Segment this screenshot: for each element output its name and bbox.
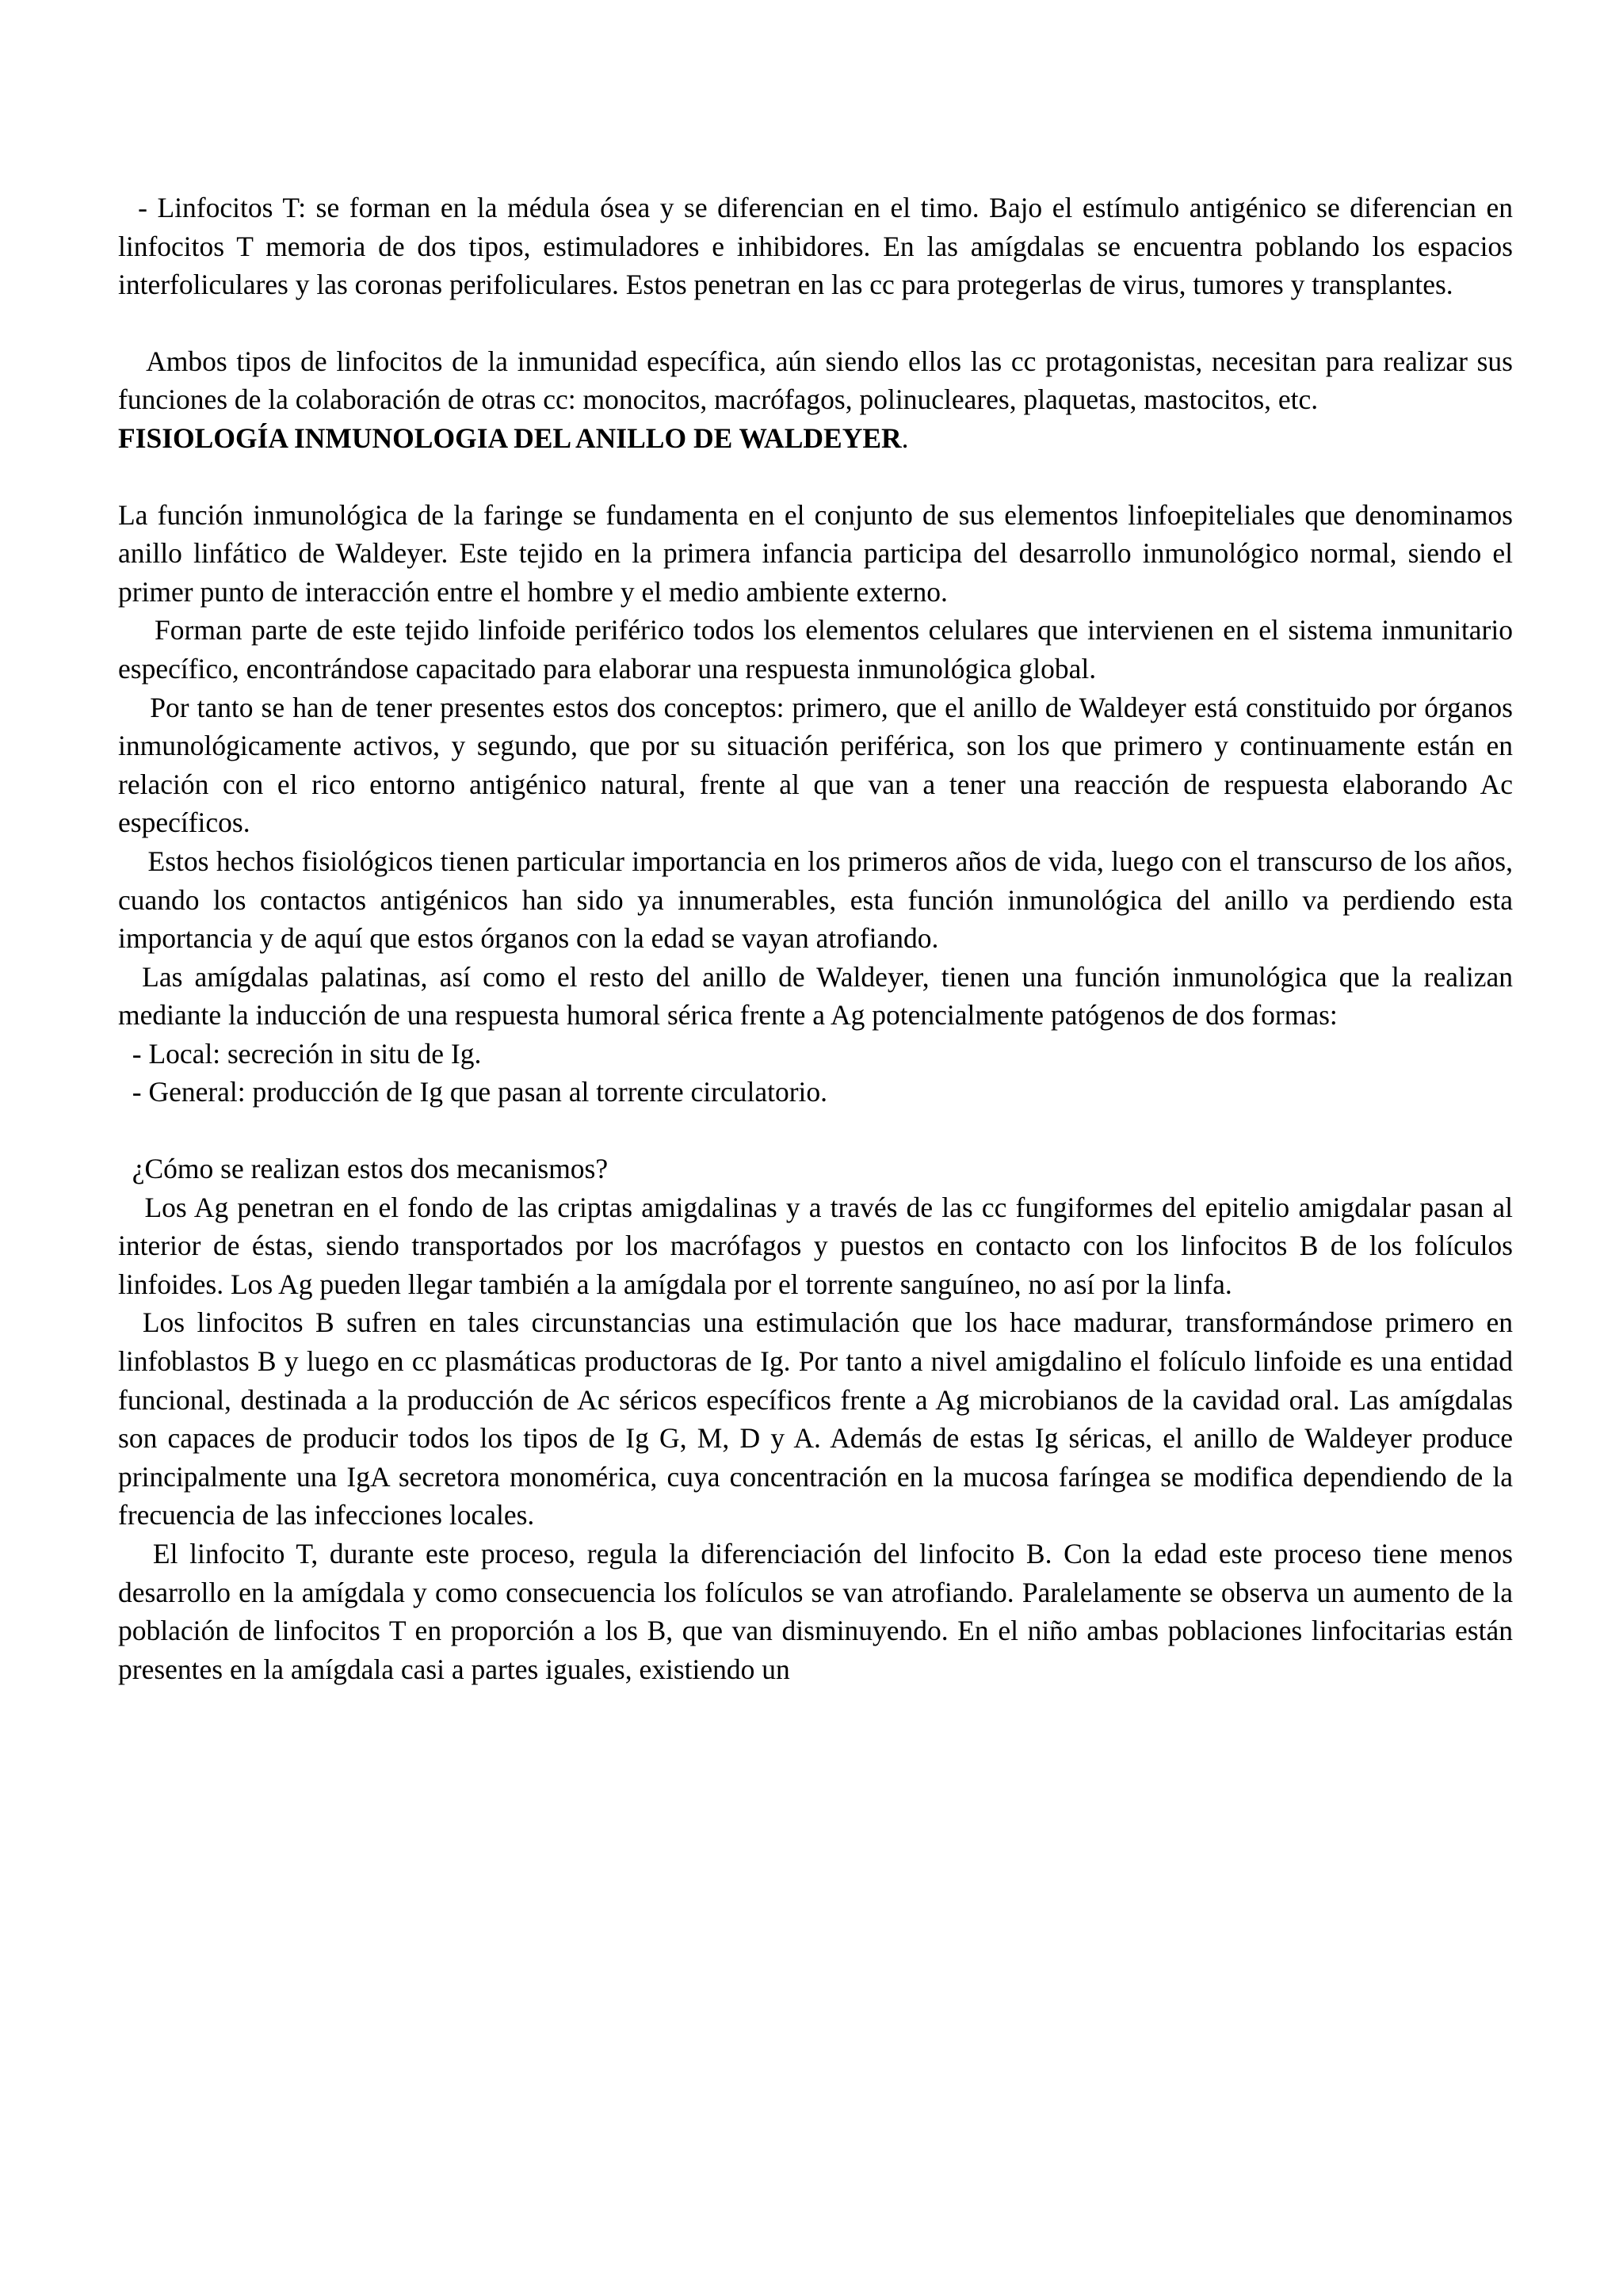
section-body (118, 496, 1513, 1112)
paragraph-linfocitos-t: - Linfocitos T: se forman en la médula ósea y se diferencian en el timo. Bajo el estímulo antigénico se diferencian en linfocitos T memoria de dos tipos, estimuladores e inhibidores. En las amígdalas se encuentra poblando los espacios interfoliculares y las coronas perifoliculares. Estos penetran en las cc para protegerlas de virus, tumores y transplantes. (118, 192, 1513, 301)
list-item-general: - General: producción de Ig que pasan al torrente circulatorio. (118, 1076, 828, 1108)
paragraph-question: ¿Cómo se realizan estos dos mecanismos? (118, 1153, 609, 1185)
list-item-local: - Local: secreción in situ de Ig. (118, 1037, 482, 1070)
section-heading (118, 419, 1513, 458)
paragraph-forman-parte: Forman parte de este tejido linfoide periférico todos los elementos celulares que intervienen en el sistema inmunitario específico, encontrándose capacitado para elaborar una respuesta inmunológica global. (118, 614, 1513, 685)
section-heading-text: FISIOLOGÍA INMUNOLOGIA DEL ANILLO DE WALDEYER (118, 421, 902, 454)
paragraph-hechos-fisiologicos: Estos hechos fisiológicos tienen particular importancia en los primeros años de vida, luego con el transcurso de los años, cuando los contactos antigénicos han sido ya innumerables, esta función inmunológica del anillo va perdiendo esta importancia y de aquí que estos órganos con la edad se vayan atrofiando. (118, 845, 1513, 955)
paragraph-linfocitos-b: Los linfocitos B sufren en tales circunstancias una estimulación que los hace madurar, transformándose primero en linfoblastos B y luego en cc plasmáticas productoras de Ig. Por tanto a nivel amigdalino el folículo linfoide es una entidad funcional, destinada a la producción de Ac séricos específicos frente a Ag microbianos de la cavidad oral. Las amígdalas son capaces de producir todos los tipos de Ig G, M, D y A. Además de estas Ig séricas, el anillo de Waldeyer produce principalmente una IgA secretora monomérica, cuya concentración en la mucosa faríngea se modifica dependiendo de la frecuencia de las infecciones locales. (118, 1306, 1513, 1531)
paragraph-funcion-inmunologica: La función inmunológica de la faringe se fundamenta en el conjunto de sus elementos linfoepiteliales que denominamos anillo linfático de Waldeyer. Este tejido en la primera infancia participa del desarrollo inmunológico normal, siendo el primer punto de interacción entre el hombre y el medio ambiente externo. (118, 498, 1513, 608)
paragraph-ag-penetran: Los Ag penetran en el fondo de las criptas amigdalinas y a través de las cc fungiformes del epitelio amigdalar pasan al interior de éstas, siendo transportados por los macrófagos y puestos en contacto con los linfocitos B de los folículos linfoides. Los Ag pueden llegar también a la amígdala por el torrente sanguíneo, no así por la linfa. (118, 1191, 1513, 1300)
paragraph-por-tanto: Por tanto se han de tener presentes estos dos conceptos: primero, que el anillo de Waldeyer está constituido por órganos inmunológicamente activos, y segundo, que por su situación periférica, son los que primero y continuamente están en relación con el rico entorno antigénico natural, frente al que van a tener una reacción de respuesta elaborando Ac específicos. (118, 691, 1513, 839)
paragraph-linfocito-t: El linfocito T, durante este proceso, regula la diferenciación del linfocito B. Con la edad este proceso tiene menos desarrollo en la amígdala y como consecuencia los folículos se van atrofiando. Paralelamente se observa un aumento de la población de linfocitos T en proporción a los B, que van disminuyendo. En el niño ambas poblaciones linfocitarias están presentes en la amígdala casi a partes iguales, existiendo un (118, 1538, 1513, 1685)
paragraph-ambos-tipos: Ambos tipos de linfocitos de la inmunidad específica, aún siendo ellos las cc protagonistas, necesitan para realizar sus funciones de la colaboración de otras cc: monocitos, macrófagos, polinucleares, plaquetas, mastocitos, etc. (118, 345, 1513, 416)
document-page (118, 189, 1513, 1688)
section-heading-period: . (901, 421, 909, 454)
paragraph-amigdalas-palatinas: Las amígdalas palatinas, así como el resto del anillo de Waldeyer, tienen una función inmunológica que la realizan mediante la inducción de una respuesta humoral sérica frente a Ag potencialmente patógenos de dos formas: (118, 960, 1513, 1032)
section-mechanisms (118, 1150, 1513, 1688)
